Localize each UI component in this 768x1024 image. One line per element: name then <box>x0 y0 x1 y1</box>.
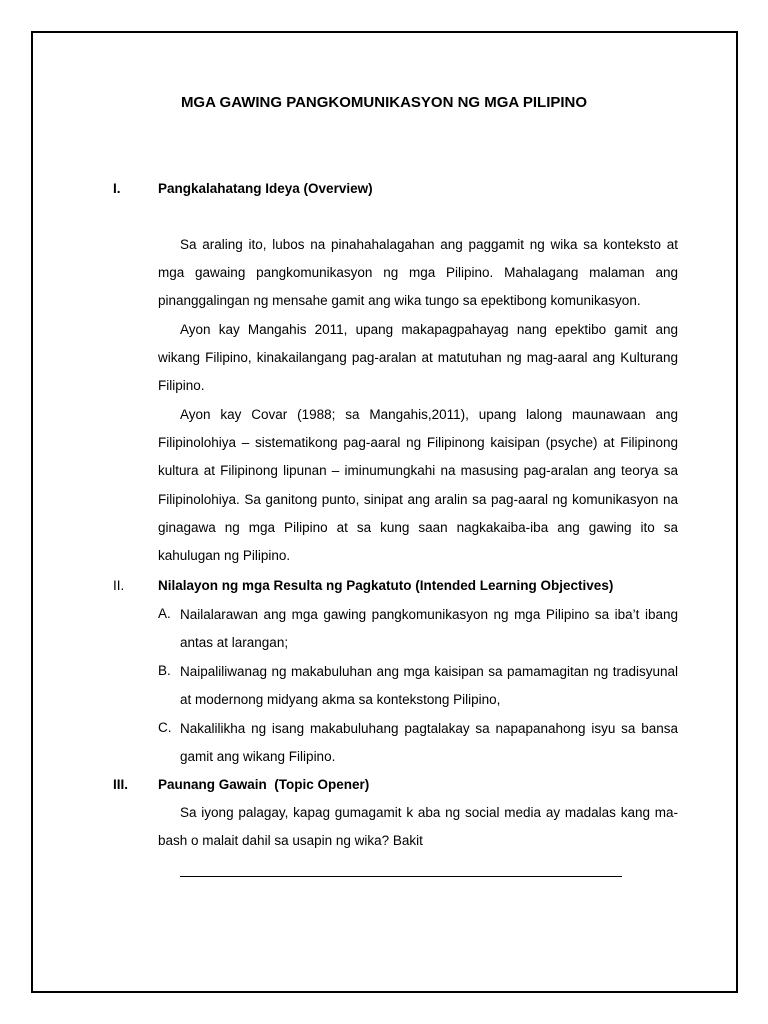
section-numeral-3: III. <box>113 777 129 792</box>
overview-paragraph-1: Sa araling ito, lubos na pinahahalagahan ang paggamit ng wika sa konteksto at mga gawaing pangkomunikasyon ng mga Pilipino. Mahalagang malaman ang pinanggalingan ng mensahe gamit ang wika tungo sa epektibong komunikasyon. <box>158 237 678 309</box>
section-numeral-1: I. <box>113 181 121 196</box>
answer-line[interactable] <box>180 876 622 877</box>
overview-paragraph-3: Ayon kay Covar (1988; sa Mangahis,2011), upang lalong maunawaan ang Filipinolohiya – sistematikong pag-aaral ng Filipinong kaisipan (psyche) at Filipinong kultura at Filipinong lipunan – iminumungkahi na masusing pag-aralan ang teorya sa Filipinolohiya. Sa ganitong punto, sinipat ang aralin sa pag-aaral ng komunikasyon na ginagawa ng mga Pilipino at sa kung saan nagkakaiba-iba ang gawing ito sa kahulugan ng Pilipino. <box>158 407 678 564</box>
objective-text-c: Nakalilikha ng isang makabuluhang pagtalakay sa napapanahong isyu sa bansa gamit ang wikang Filipino. <box>180 721 678 765</box>
section-heading-topic-opener: Paunang Gawain (Topic Opener) <box>158 777 370 792</box>
overview-paragraph-2: Ayon kay Mangahis 2011, upang makapagpahayag nang epektibo gamit ang wikang Filipino, kinakailangang pag-aralan at matutuhan ng mag-aaral ang Kulturang Filipino. <box>158 322 678 394</box>
topic-opener-question: Sa iyong palagay, kapag gumagamit k aba ng social media ay madalas kang ma-bash o malait dahil sa usapin ng wika? Bakit <box>158 805 678 849</box>
section-heading-overview: Pangkalahatang Ideya (Overview) <box>158 181 373 196</box>
objective-letter-b: B. <box>158 663 171 678</box>
section-numeral-2: II. <box>113 578 125 593</box>
document-title: MGA GAWING PANGKOMUNIKASYON NG MGA PILIPINO <box>180 94 588 111</box>
objective-text-a: Nailalarawan ang mga gawing pangkomunikasyon ng mga Pilipino sa iba’t ibang antas at larangan; <box>180 607 678 651</box>
objective-letter-c: C. <box>158 720 172 735</box>
objective-letter-a: A. <box>158 606 171 621</box>
objective-text-b: Naipaliliwanag ng makabuluhan ang mga kaisipan sa pamamagitan ng tradisyunal at modernong midyang akma sa kontekstong Pilipino, <box>180 664 678 708</box>
section-heading-objectives: Nilalayon ng mga Resulta ng Pagkatuto (Intended Learning Objectives) <box>158 578 614 593</box>
